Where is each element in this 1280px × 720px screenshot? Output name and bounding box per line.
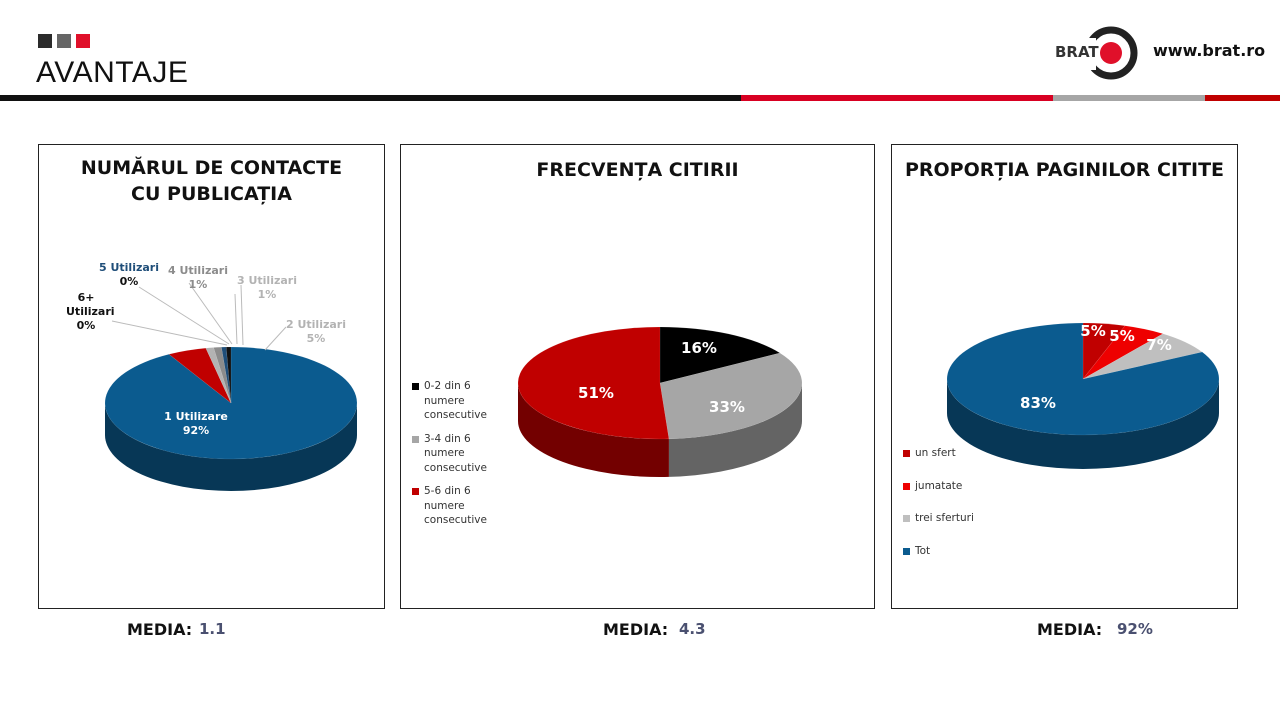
label-5-utilizari (97, 261, 161, 289)
leader-line (265, 327, 286, 350)
slice-label-trei-sferturi: 7% (1146, 336, 1172, 354)
legend-item (903, 511, 995, 526)
pie-chart-contacts (39, 145, 386, 610)
header-stripe-darkred (1205, 95, 1280, 101)
site-url-link[interactable]: www.brat.ro (1153, 41, 1266, 60)
header-stripe-gray (1053, 95, 1205, 101)
legend-frequency (412, 379, 504, 537)
chart-title-frequency: FRECVENȚA CITIRII (536, 159, 739, 181)
label-name: 6+ Utilizari (66, 291, 115, 318)
media-value-frequency: 4.3 (679, 620, 706, 638)
header-square-gray (57, 34, 71, 48)
label-name: 4 Utilizari (167, 264, 228, 277)
legend-item (412, 484, 504, 528)
legend-label: Tot (915, 544, 931, 557)
label-3-utilizari (235, 274, 299, 302)
legend-item (903, 479, 995, 494)
label-2-utilizari (284, 318, 348, 346)
label-4-utilizari (166, 264, 230, 292)
legend-label: 0-2 din 6 numere consecutive (424, 380, 487, 421)
page-title: AVANTAJE (36, 56, 189, 89)
label-value: 0% (76, 319, 96, 332)
media-label-pages: MEDIA: (1037, 620, 1103, 639)
legend-label: un sfert (915, 447, 956, 459)
legend-label: jumatate (915, 479, 963, 492)
chart-panel-frequency (400, 144, 875, 609)
legend-label: trei sferturi (915, 512, 974, 524)
header-stripe-black (0, 95, 741, 101)
label-value: 1% (188, 278, 208, 291)
leader-line (189, 283, 232, 344)
legend-item (412, 432, 504, 476)
legend-swatch (412, 436, 419, 443)
legend-swatch (903, 548, 910, 555)
legend-pages (903, 446, 995, 567)
legend-item (412, 379, 504, 423)
header-square-dark (38, 34, 52, 48)
label-name: 2 Utilizari (285, 318, 346, 331)
slice-label-16: 16% (681, 339, 717, 357)
header-square-red (76, 34, 90, 48)
legend-label: 5-6 din 6 numere consecutive (424, 485, 487, 526)
chart-panel-contacts (38, 144, 385, 609)
media-value-contacts: 1.1 (199, 620, 226, 638)
label-value: 92% (182, 424, 210, 437)
leader-line (139, 287, 229, 344)
slice-label-un-sfert: 5% (1080, 322, 1106, 340)
media-label-frequency: MEDIA: (603, 620, 669, 639)
slice-label-33: 33% (709, 398, 745, 416)
header-stripe-red (741, 95, 1053, 101)
chart-panel-pages (891, 144, 1238, 609)
label-name: 5 Utilizari (98, 261, 159, 274)
label-6-plus (53, 291, 119, 333)
legend-swatch (412, 383, 419, 390)
label-name: 1 Utilizare (164, 410, 228, 423)
legend-swatch (903, 483, 910, 490)
label-name: 3 Utilizari (236, 274, 297, 287)
media-label-contacts: MEDIA: (127, 620, 193, 639)
label-1-utilizare (151, 410, 241, 438)
legend-swatch (412, 488, 419, 495)
slice-label-jumatate: 5% (1109, 327, 1135, 345)
slice-label-tot: 83% (1020, 394, 1056, 412)
chart-title-pages: PROPORȚIA PAGINILOR CITITE (904, 159, 1225, 181)
legend-item (903, 446, 995, 461)
legend-swatch (903, 450, 910, 457)
label-value: 1% (257, 288, 277, 301)
logo-text: BRAT (1055, 43, 1099, 61)
pie-chart-frequency (401, 145, 876, 610)
label-value: 0% (119, 275, 139, 288)
label-value: 5% (306, 332, 326, 345)
legend-label: 3-4 din 6 numere consecutive (424, 432, 487, 474)
legend-swatch (903, 515, 910, 522)
legend-item (903, 544, 995, 559)
media-value-pages: 92% (1117, 620, 1153, 638)
leader-line (112, 321, 227, 345)
slice-label-51: 51% (578, 384, 614, 402)
chart-title-line2: CU PUBLICAȚIA (131, 183, 292, 205)
chart-title-line1: NUMĂRUL DE CONTACTE (80, 157, 343, 179)
